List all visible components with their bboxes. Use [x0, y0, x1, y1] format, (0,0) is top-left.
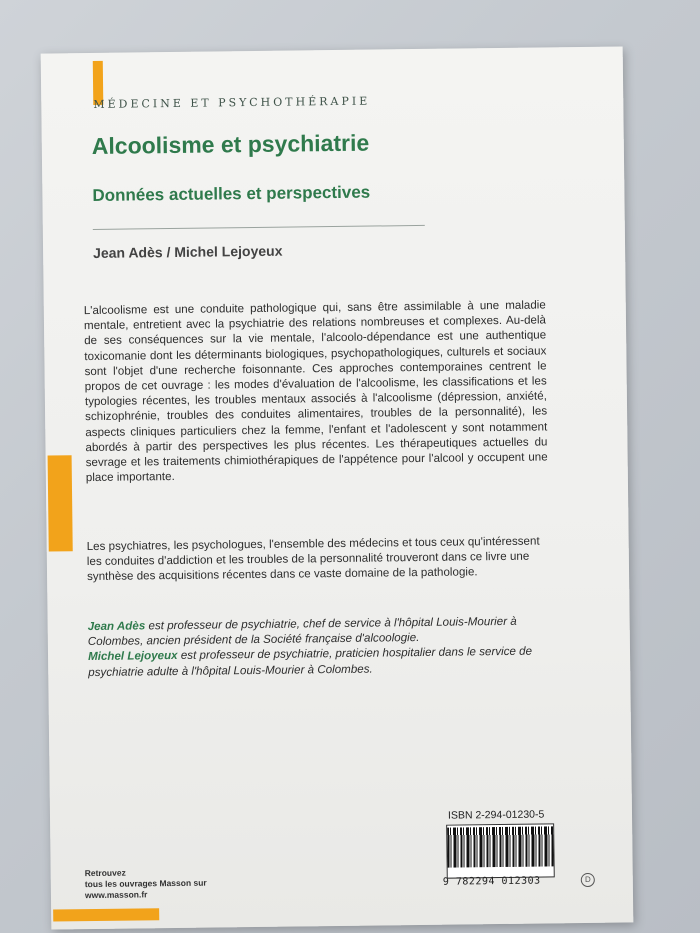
- author-bios: [88, 613, 559, 680]
- book-title: Alcoolisme et psychiatrie: [91, 129, 370, 159]
- authors: Jean Adès / Michel Lejoyeux: [93, 242, 283, 261]
- book-subtitle: Données actuelles et perspectives: [92, 182, 371, 205]
- summary-paragraph: L'alcoolisme est une conduite pathologique qui, sans être assimilable à une maladie mentale, entretient avec la psychiatrie des relations nombreuses et complexes. Au-delà de ses conséquences sur la vie mentale, l'alcoolo-dépendance est une authentique toxicomanie dont les déterminants biologiques, psychopathologiques, culturels et sociaux sont l'objet d'une recherche foisonnante. Ces approches contemporaines centrent le propos de cet ouvrage : les modes d'évaluation de l'alcoolisme, les classifications et les typologies récentes, les troubles mentaux associés à l'alcoolisme (dépression, anxiété, schizophrénie, troubles des conduites alimentaires, troubles de la personnalité), les aspects cliniques particuliers chez la femme, l'enfant et l'adolescent y sont notamment abordés à partir des perspectives les plus récentes. Les thérapeutiques actuelles du sevrage et les traitements chimiothérapiques de l'appétence pour l'alcool y occupent une place importante.: [83, 298, 548, 485]
- bio-author-1-name: Jean Adès: [87, 619, 146, 634]
- isbn-label: ISBN 2-294-01230-5: [447, 808, 545, 822]
- recycle-mark-icon: D: [581, 873, 595, 887]
- series-name: MÉDECINE ET PSYCHOTHÉRAPIE: [93, 94, 371, 111]
- footer-line-2: tous les ouvrages Masson sur: [84, 877, 207, 890]
- bio-author-2-text: est professeur de psychiatrie, praticien hospitalier dans le service de psychiatrie adulte à l'hôpital Louis-Mourier à Colombes.: [88, 645, 533, 679]
- bio-author-1-text: est professeur de psychiatrie, chef de service à l'hôpital Louis-Mourier à Colombes, ancien président de la Société française d'alcoologie.: [87, 614, 517, 649]
- footer-line-1: Retrouvez: [84, 867, 126, 879]
- barcode-icon: [446, 823, 555, 878]
- divider: [93, 225, 425, 230]
- footer-line-3: www.masson.fr: [84, 889, 148, 901]
- book-back-cover: [41, 46, 634, 929]
- audience-paragraph: Les psychiatres, les psychologues, l'ensemble des médecins et tous ceux qu'intéressent les conduites d'addiction et les troubles de la personnalité trouveront dans ce livre une synthèse des acquisitions récentes dans ce vaste domaine de la pathologie.: [86, 534, 540, 584]
- orange-accent-tab-side: [48, 455, 73, 551]
- orange-accent-tab-bottom: [53, 908, 159, 921]
- bio-author-2-name: Michel Lejoyeux: [87, 649, 178, 664]
- barcode-digits: 9 782294 012303: [442, 875, 541, 888]
- publisher-footer: [85, 867, 207, 901]
